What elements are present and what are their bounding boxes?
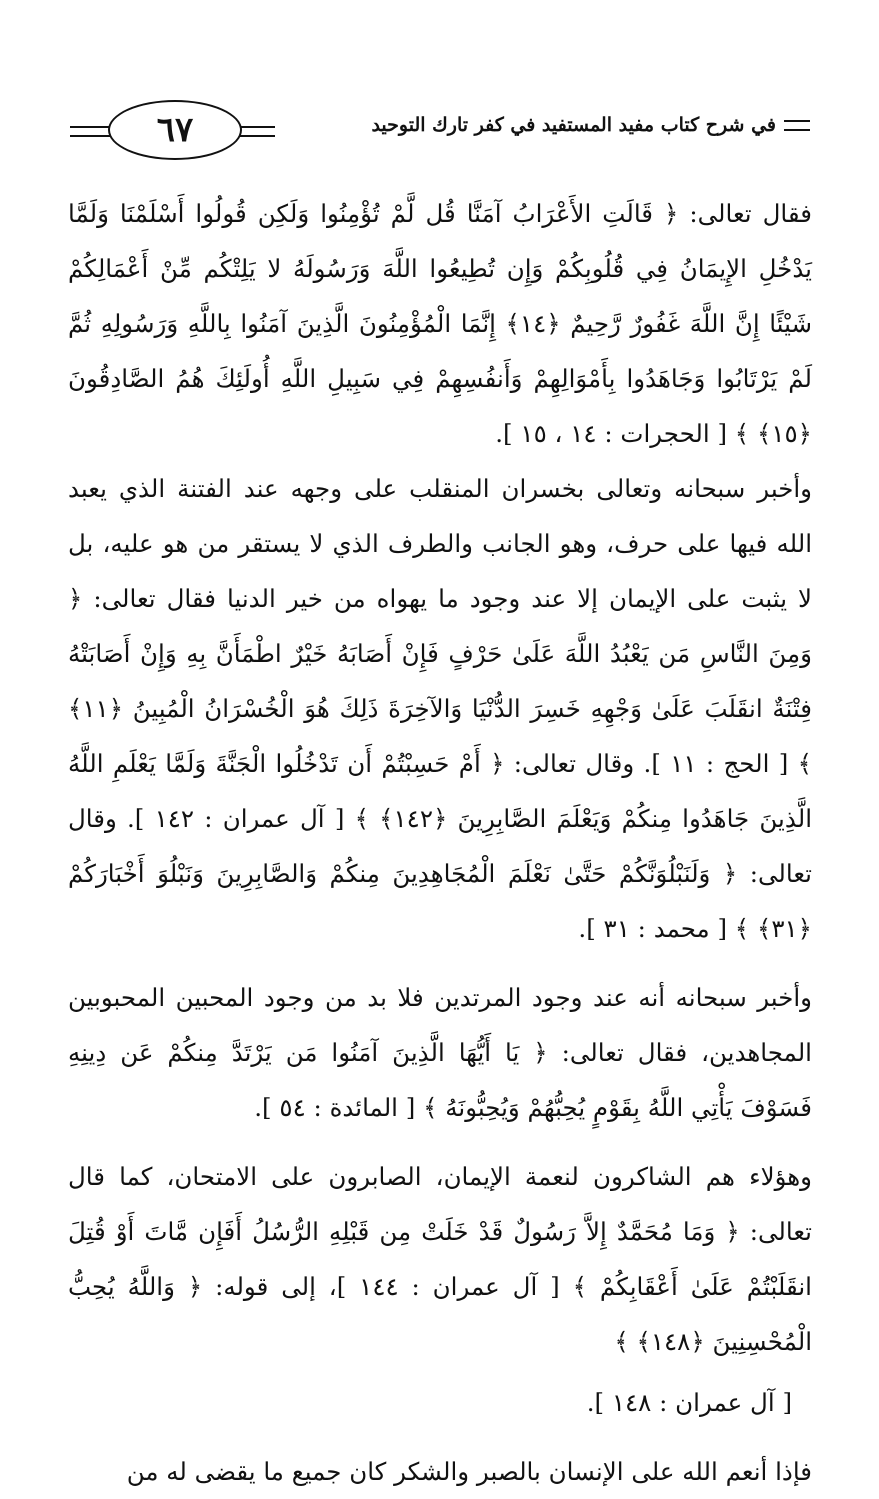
- page-body: [68, 186, 812, 1499]
- paragraph-5: فإذا أنعم الله على الإنسان بالصبر والشكر كان جميع ما يقضى له من: [126, 1457, 812, 1486]
- citation-line: [ آل عمران : ١٤٨ ].: [586, 1388, 792, 1417]
- running-head: [371, 114, 810, 136]
- page-number-text: ٦٧: [156, 110, 194, 150]
- paragraph-2: وأخبر سبحانه وتعالى بخسران المنقلب على وجهه عند الفتنة الذي يعبد الله فيها على حرف، وهو الجانب والطرف الذي لا يستقر من هو عليه، بل لا يثبت على الإيمان إلا عند وجود ما يهواه من خير الدنيا فقال تعالى: ﴿ وَمِنَ النَّاسِ مَن يَعْبُدُ اللَّهَ عَلَىٰ حَرْفٍ فَإِنْ أَصَابَهُ خَيْرٌ اطْمَأَنَّ بِهِ وَإِنْ أَصَابَتْهُ فِتْنَةٌ انقَلَبَ عَلَىٰ وَجْهِهِ خَسِرَ الدُّنْيَا وَالآخِرَةَ ذَلِكَ هُوَ الْخُسْرَانُ الْمُبِينُ ﴿١١﴾ ﴾ [ الحج : ١١ ]. وقال تعالى: ﴿ أَمْ حَسِبْتُمْ أَن تَدْخُلُوا الْجَنَّةَ وَلَمَّا يَعْلَمِ اللَّهُ الَّذِينَ جَاهَدُوا مِنكُمْ وَيَعْلَمَ الصَّابِرِينَ ﴿١٤٢﴾ ﴾ [ آل عمران : ١٤٢ ]. وقال تعالى: ﴿ وَلَنَبْلُوَنَّكُمْ حَتَّىٰ نَعْلَمَ الْمُجَاهِدِينَ مِنكُمْ وَالصَّابِرِينَ وَنَبْلُوَ أَخْبَارَكُمْ ﴿٣١﴾ ﴾ [ محمد : ٣١ ].: [68, 474, 813, 943]
- paragraph-4: وهؤلاء هم الشاكرون لنعمة الإيمان، الصابرون على الامتحان، كما قال تعالى: ﴿ وَمَا مُحَمَّدٌ إِلاَّ رَسُولٌ قَدْ خَلَتْ مِن قَبْلِهِ الرُّسُلُ أَفَإِن مَّاتَ أَوْ قُتِلَ انقَلَبْتُمْ عَلَىٰ أَعْقَابِكُمْ ﴾ [ آل عمران : ١٤٤ ]، إلى قوله: ﴿ وَاللَّهُ يُحِبُّ الْمُحْسِنِينَ ﴿١٤٨﴾ ﴾: [68, 1162, 812, 1356]
- page-header: [70, 96, 810, 166]
- header-rule-right: [784, 120, 810, 131]
- paragraph-3: وأخبر سبحانه أنه عند وجود المرتدين فلا بد من وجود المحبين المحبوبين المجاهدين، فقال تعالى: ﴿ يَا أَيُّهَا الَّذِينَ آمَنُوا مَن يَرْتَدَّ مِنكُمْ عَن دِينِهِ فَسَوْفَ يَأْتِي اللَّهُ بِقَوْمٍ يُحِبُّهُمْ وَيُحِبُّونَهُ ﴾ [ المائدة : ٥٤ ].: [68, 983, 812, 1122]
- paragraph-1: فقال تعالى: ﴿ قَالَتِ الأَعْرَابُ آمَنَّا قُل لَّمْ تُؤْمِنُوا وَلَكِن قُولُوا أَسْلَمْنَا وَلَمَّا يَدْخُلِ الإِيمَانُ فِي قُلُوبِكُمْ وَإِن تُطِيعُوا اللَّهَ وَرَسُولَهُ لا يَلِتْكُم مِّنْ أَعْمَالِكُمْ شَيْئًا إِنَّ اللَّهَ غَفُورٌ رَّحِيمٌ ﴿١٤﴾ إِنَّمَا الْمُؤْمِنُونَ الَّذِينَ آمَنُوا بِاللَّهِ وَرَسُولِهِ ثُمَّ لَمْ يَرْتَابُوا وَجَاهَدُوا بِأَمْوَالِهِمْ وَأَنفُسِهِمْ فِي سَبِيلِ اللَّهِ أُولَئِكَ هُمُ الصَّادِقُونَ ﴿١٥﴾ ﴾ [ الحجرات : ١٤ ، ١٥ ].: [68, 199, 812, 448]
- page-number: [108, 100, 242, 160]
- running-title: في شرح كتاب مفيد المستفيد في كفر تارك التوحيد: [371, 114, 776, 136]
